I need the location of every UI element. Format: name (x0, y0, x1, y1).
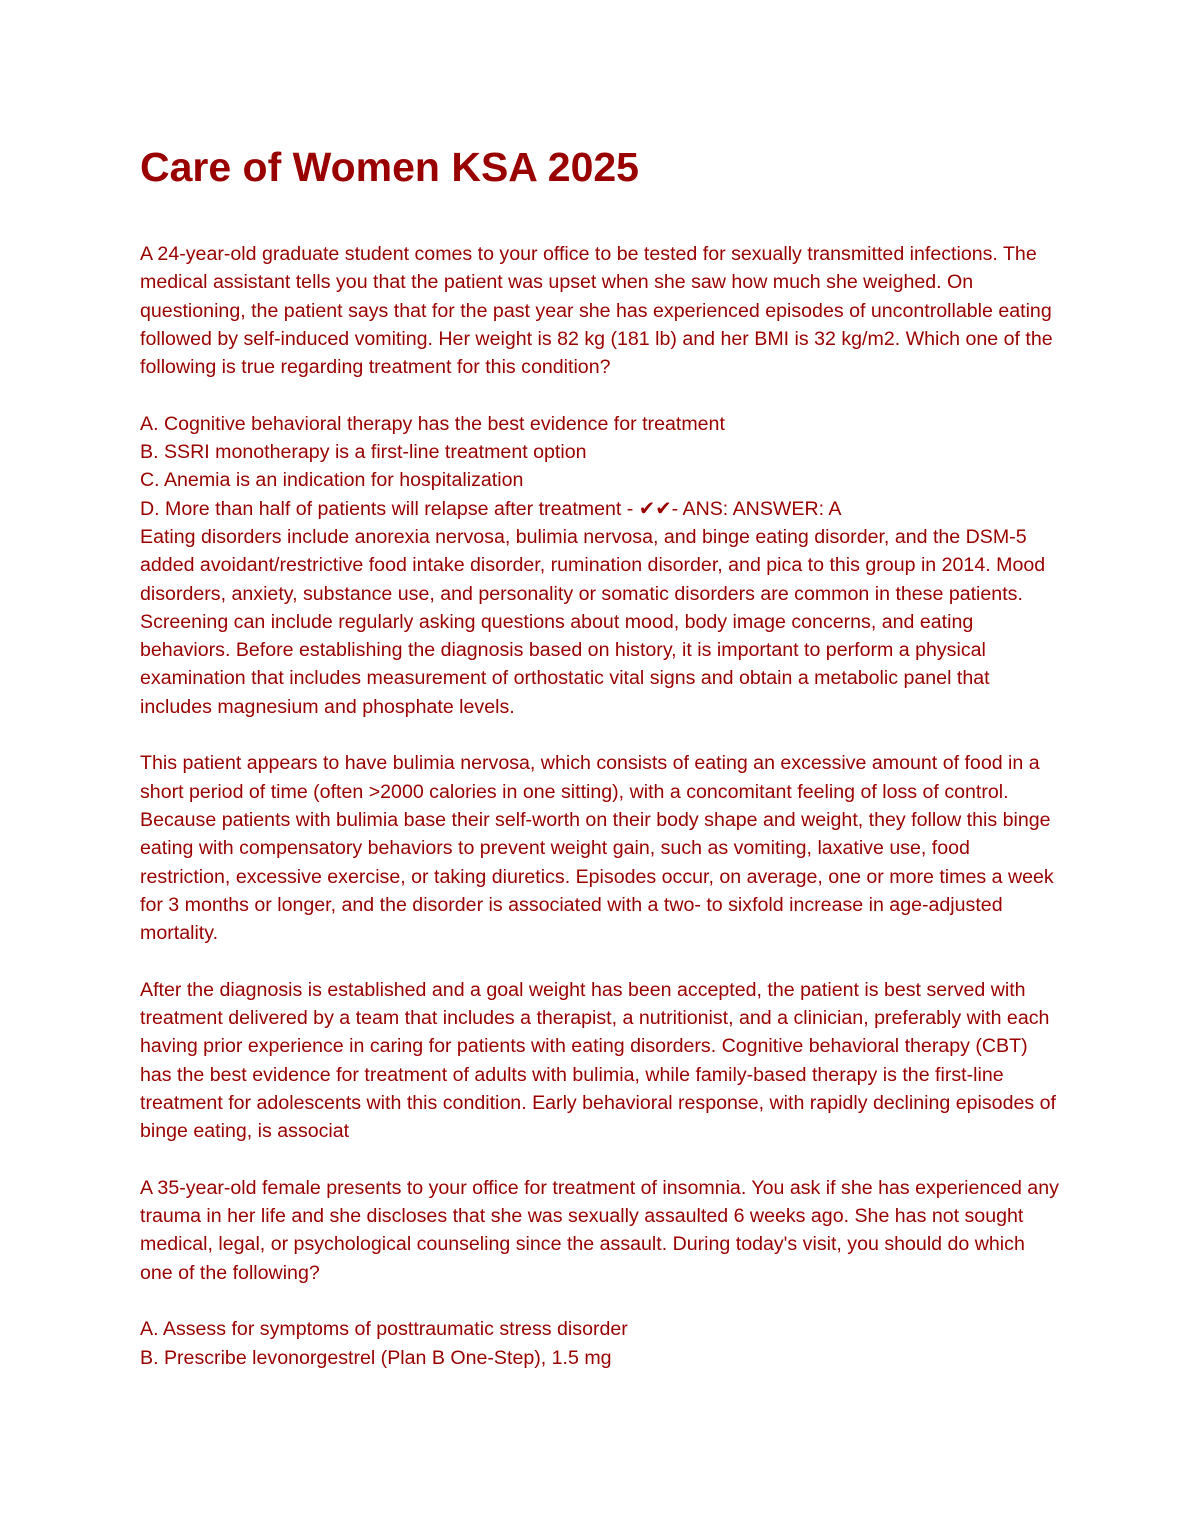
question-1-option-d-answer: D. More than half of patients will relapse after treatment - ✔✔- ANS: ANSWER: A (140, 497, 842, 520)
question-1-option-c: C. Anemia is an indication for hospitalization (140, 469, 524, 492)
document-title: Care of Women KSA 2025 (140, 144, 639, 190)
question-1-stem: A 24-year-old graduate student comes to your office to be tested for sexually transmitted infections. The medical assistant tells you that the patient was upset when she saw how much she weighed. On questioning, the patient says that for the past year she has experienced episodes of uncontrollable eating followed by self-induced vomiting. Her weight is 82 kg (181 lb) and her BMI is 32 kg/m2. Which one of the following is true regarding treatment for this condition? (140, 243, 1053, 379)
question-1-option-a: A. Cognitive behavioral therapy has the best evidence for treatment (140, 412, 725, 435)
explanation-paragraph-3: After the diagnosis is established and a goal weight has been accepted, the patient is best served with treatment delivered by a team that includes a therapist, a nutritionist, and a clinician, preferably with each having prior experience in caring for patients with eating disorders. Cognitive behavioral therapy (CBT) has the best evidence for treatment of adults with bulimia, while family-based therapy is the first-line treatment for adolescents with this condition. Early behavioral response, with rapidly declining episodes of binge eating, is associat (140, 978, 1056, 1143)
explanation-paragraph-1: Eating disorders include anorexia nervosa, bulimia nervosa, and binge eating disorder, and the DSM-5 added avoidant/restrictive food intake disorder, rumination disorder, and pica to this group in 2014. Mood disorders, anxiety, substance use, and personality or somatic disorders are common in these patients. Screening can include regularly asking questions about mood, body image concerns, and eating behaviors. Before establishing the diagnosis based on history, it is important to perform a physical examination that includes measurement of orthostatic vital signs and obtain a metabolic panel that includes magnesium and phosphate levels. (140, 525, 1046, 718)
question-2-option-a: A. Assess for symptoms of posttraumatic stress disorder (140, 1318, 628, 1341)
question-1-option-b: B. SSRI monotherapy is a first-line treatment option (140, 441, 587, 464)
question-2-stem: A 35-year-old female presents to your office for treatment of insomnia. You ask if she has experienced any trauma in her life and she discloses that she was sexually assaulted 6 weeks ago. She has not sought medical, legal, or psychological counseling since the assault. During today's visit, you should do which one of the following? (140, 1176, 1059, 1284)
explanation-paragraph-2: This patient appears to have bulimia nervosa, which consists of eating an excessive amount of food in a short period of time (often >2000 calories in one sitting), with a concomitant feeling of loss of control. Because patients with bulimia base their self-worth on their body shape and weight, they follow this binge eating with compensatory behaviors to prevent weight gain, such as vomiting, laxative use, food restriction, excessive exercise, or taking diuretics. Episodes occur, on average, one or more times a week for 3 months or longer, and the disorder is associated with a two- to sixfold increase in age-adjusted mortality. (140, 752, 1054, 945)
question-2-option-b: B. Prescribe levonorgestrel (Plan B One-Step), 1.5 mg (140, 1346, 612, 1369)
document-body (140, 240, 1060, 1372)
